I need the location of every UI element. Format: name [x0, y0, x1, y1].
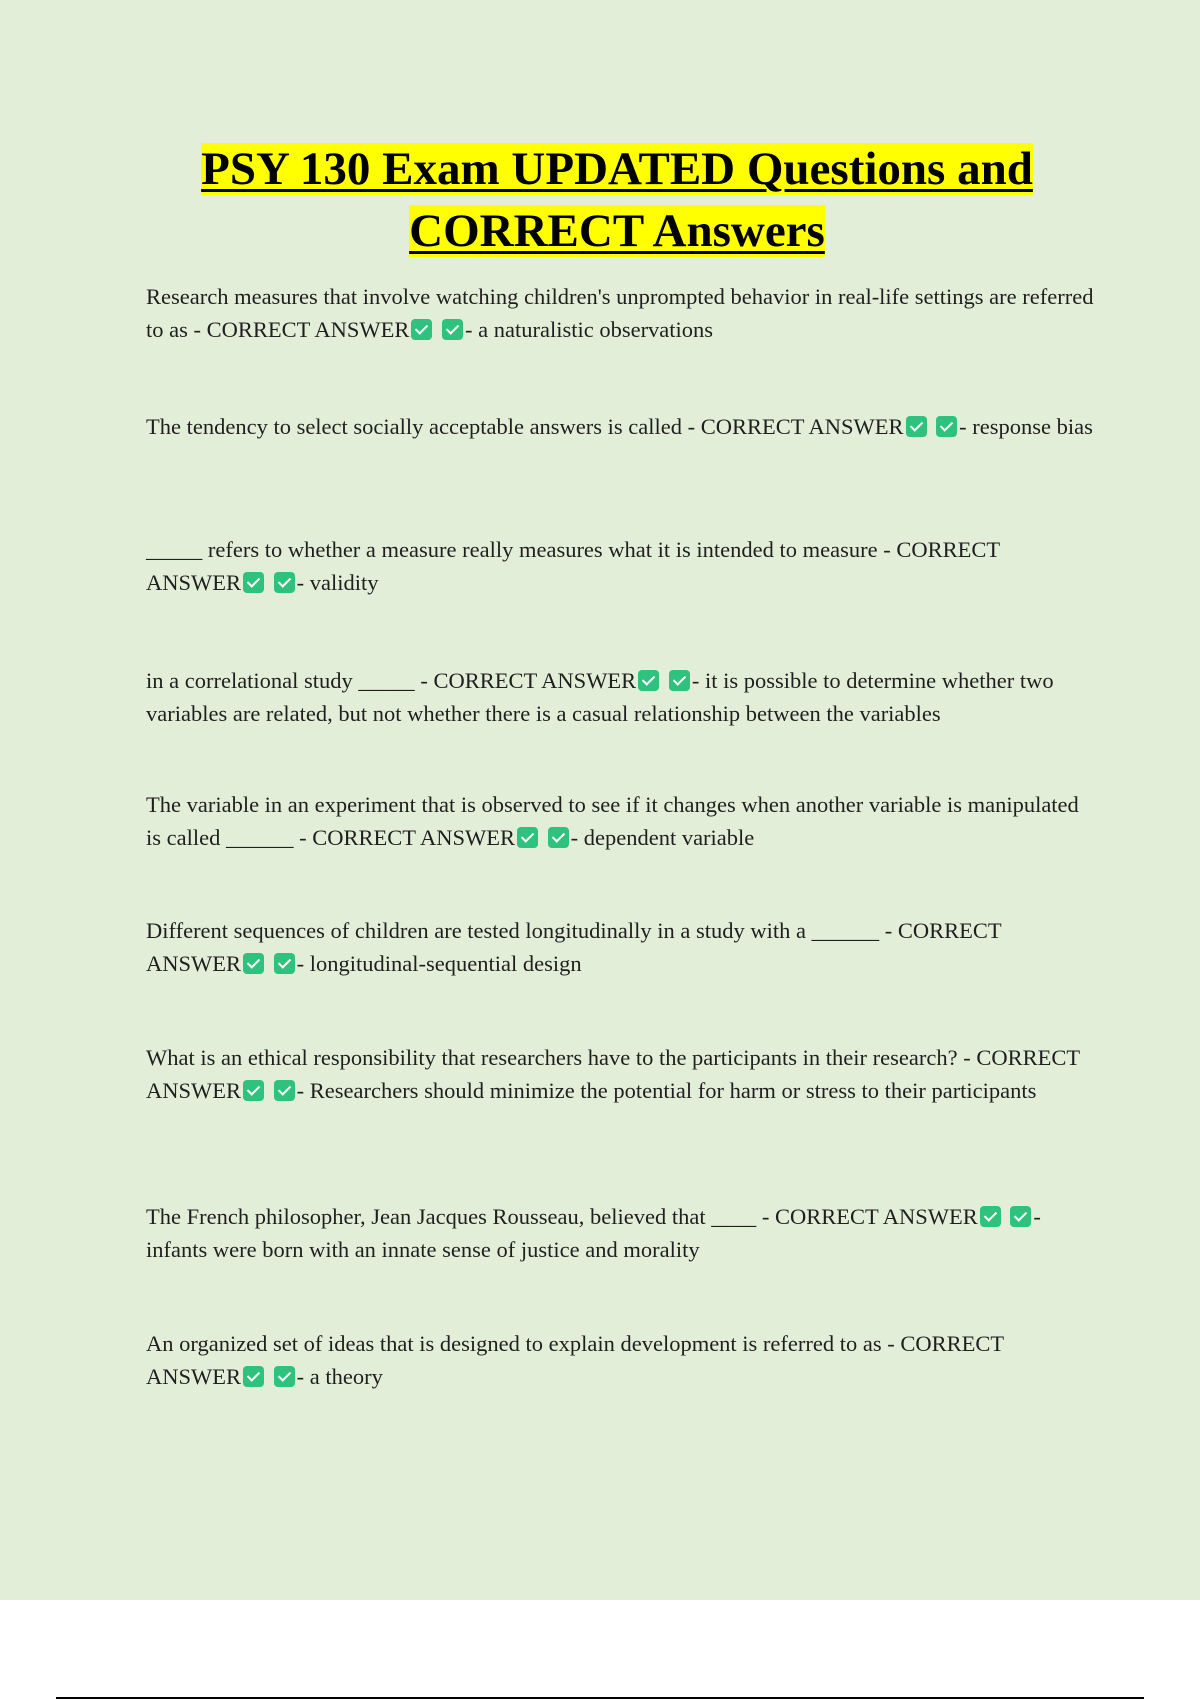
qa-item-3: _____ refers to whether a measure really measures what it is intended to measure - CORRECT ANSWER - validity: [146, 537, 1000, 595]
check-mark-icon: [274, 953, 295, 974]
check-mark-icon: [411, 319, 432, 340]
check-mark-icon: [548, 827, 569, 848]
page-title: [120, 138, 1114, 262]
question-text: The French philosopher, Jean Jacques Rousseau, believed that ____: [146, 1204, 757, 1229]
check-mark-icon: [442, 319, 463, 340]
question-text: An organized set of ideas that is designed to explain development is referred to as: [146, 1331, 882, 1356]
check-mark-icon: [936, 416, 957, 437]
answer-text: it is possible to determine whether two variables are related, but not whether there is a casual relationship between the variables: [146, 668, 1054, 726]
answer-marker: CORRECT ANSWER: [146, 1045, 1080, 1103]
qa-item-2: The tendency to select socially acceptable answers is called - CORRECT ANSWER - response bias: [146, 414, 1093, 439]
qa-item-1: Research measures that involve watching children's unprompted behavior in real-life settings are referred to as - CORRECT ANSWER - a naturalistic observations: [146, 284, 1094, 342]
check-mark-icon: [274, 1366, 295, 1387]
qa-item-5: The variable in an experiment that is observed to see if it changes when another variable is manipulated is called ______ - CORRECT ANSWER - dependent variable: [146, 792, 1079, 850]
answer-marker: CORRECT ANSWER: [206, 317, 410, 342]
check-mark-icon: [243, 953, 264, 974]
qa-item-8: The French philosopher, Jean Jacques Rousseau, believed that ____ - CORRECT ANSWER - infants were born with an innate sense of justice and morality: [146, 1204, 1041, 1262]
check-mark-icon: [906, 416, 927, 437]
question-text: _____ refers to whether a measure really measures what it is intended to measure: [146, 537, 878, 562]
page-title-text: PSY 130 Exam UPDATED Questions and CORRECT Answers: [201, 143, 1033, 257]
answer-marker: CORRECT ANSWER: [146, 1331, 1004, 1389]
answer-marker: CORRECT ANSWER: [700, 414, 904, 439]
answer-text: response bias: [972, 414, 1093, 439]
answer-text: longitudinal-sequential design: [309, 951, 582, 976]
qa-item-6: Different sequences of children are tested longitudinally in a study with a ______ - CORRECT ANSWER - longitudinal-sequential design: [146, 918, 1002, 976]
question-text: Different sequences of children are tested longitudinally in a study with a ______: [146, 918, 880, 943]
check-mark-icon: [274, 1080, 295, 1101]
check-mark-icon: [243, 1080, 264, 1101]
answer-marker: CORRECT ANSWER: [146, 918, 1002, 976]
answer-marker: CORRECT ANSWER: [774, 1204, 978, 1229]
answer-text: a naturalistic observations: [478, 317, 714, 342]
answer-marker: CORRECT ANSWER: [433, 668, 637, 693]
qa-item-7: What is an ethical responsibility that researchers have to the participants in their research? - CORRECT ANSWER - Researchers should minimize the potential for harm or stress to their participants: [146, 1045, 1080, 1103]
answer-text: Researchers should minimize the potential for harm or stress to their participants: [309, 1078, 1037, 1103]
question-text: in a correlational study _____: [146, 668, 415, 693]
answer-marker: CORRECT ANSWER: [146, 537, 1000, 595]
answer-text: a theory: [309, 1364, 383, 1389]
check-mark-icon: [243, 1366, 264, 1387]
check-mark-icon: [517, 827, 538, 848]
question-text: What is an ethical responsibility that researchers have to the participants in their research?: [146, 1045, 958, 1070]
answer-marker: CORRECT ANSWER: [312, 825, 515, 850]
question-text: The variable in an experiment that is observed to see if it changes when another variable is manipulated is called ______: [146, 792, 1079, 850]
answer-text: infants were born with an innate sense of justice and morality: [146, 1237, 700, 1262]
answer-text: validity: [309, 570, 379, 595]
question-text: The tendency to select socially acceptable answers is called: [146, 414, 683, 439]
footer-rule: [56, 1697, 1144, 1699]
qa-item-9: An organized set of ideas that is designed to explain development is referred to as - CORRECT ANSWER - a theory: [146, 1331, 1004, 1389]
check-mark-icon: [243, 572, 264, 593]
check-mark-icon: [980, 1206, 1001, 1227]
check-mark-icon: [638, 670, 659, 691]
check-mark-icon: [274, 572, 295, 593]
qa-item-4: in a correlational study _____ - CORRECT ANSWER - it is possible to determine whether two variables are related, but not whether there is a casual relationship between the variables: [146, 668, 1054, 726]
answer-text: dependent variable: [583, 825, 755, 850]
check-mark-icon: [669, 670, 690, 691]
check-mark-icon: [1010, 1206, 1031, 1227]
question-text: Research measures that involve watching children's unprompted behavior in real-life settings are referred to as: [146, 284, 1094, 342]
